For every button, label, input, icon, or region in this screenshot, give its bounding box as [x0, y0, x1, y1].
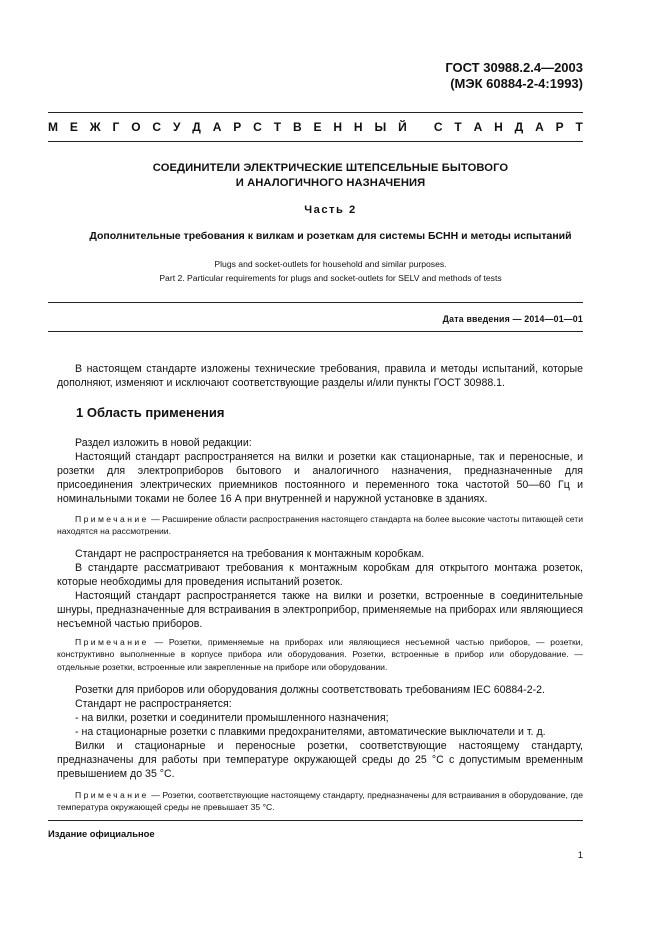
english-title-line-1: Plugs and socket-outlets for household and similar purposes.	[214, 259, 447, 269]
document-code	[445, 60, 583, 92]
title-line-1: СОЕДИНИТЕЛИ ЭЛЕКТРИЧЕСКИЕ ШТЕПСЕЛЬНЫЕ БЫТОВОГО	[152, 162, 509, 174]
date-bottom-rule	[48, 331, 583, 332]
iec-code: (МЭК 60884-2-4:1993)	[450, 76, 583, 91]
title-line-2: И АНАЛОГИЧНОГО НАЗНАЧЕНИЯ	[235, 177, 426, 189]
banner-letter: Ы	[374, 120, 387, 134]
english-title-line-2: Part 2. Particular requirements for plugs and socket-outlets for SELV and methods of tests	[159, 273, 502, 283]
banner-letter: М	[48, 120, 58, 134]
banner-letter	[419, 120, 422, 134]
gost-code: ГОСТ 30988.2.4—2003	[445, 60, 583, 75]
section1-block-3	[57, 683, 583, 781]
section1-block-1	[57, 436, 583, 506]
banner-letter: У	[172, 120, 181, 134]
banner-letter: Н	[333, 120, 343, 134]
footer-rule	[48, 820, 583, 821]
list-item: - на стационарные розетки с плавкими предохранителями, автоматические выключатели и т. д.	[75, 726, 546, 738]
banner-letter: Н	[353, 120, 363, 134]
document-title	[48, 161, 613, 191]
banner-letter: Й	[398, 120, 407, 134]
banner-letter: Е	[69, 120, 78, 134]
banner-letter: Ж	[89, 120, 101, 134]
official-edition-label: Издание официальное	[48, 828, 155, 839]
section1-block-2	[57, 547, 583, 631]
banner-letter: Т	[273, 120, 282, 134]
banner-letter: Е	[313, 120, 322, 134]
banner-letter: А	[535, 120, 544, 134]
banner-letter: С	[152, 120, 162, 134]
banner-letter: Т	[575, 120, 583, 134]
banner-letter: Д	[514, 120, 524, 134]
paragraph: Стандарт не распространяется на требования к монтажным коробкам.	[75, 548, 425, 560]
banner-letter: С	[433, 120, 443, 134]
banner-letter: О	[131, 120, 141, 134]
banner-letter: Г	[112, 120, 120, 134]
banner-rule	[48, 141, 583, 142]
note-text: — Розетки, соответствующие настоящему стандарту, предназначены для встраивания в оборудование, где температура окружающей среды не превышает 35 °С.	[57, 790, 583, 813]
intro-paragraph: В настоящем стандарте изложены технические требования, правила и методы испытаний, которые дополняют, изменяют и исключают соответствующие разделы и/или пункты ГОСТ 30988.1.	[57, 363, 583, 389]
banner-letter: Н	[494, 120, 503, 134]
banner-letter: Р	[233, 120, 242, 134]
banner-letter: А	[212, 120, 222, 134]
interstate-standard-banner	[48, 120, 583, 134]
section-heading: 1 Область применения	[76, 405, 225, 420]
paragraph: Раздел изложить в новой редакции:	[75, 437, 252, 449]
banner-letter: В	[292, 120, 302, 134]
paragraph: Розетки для приборов или оборудования должны соответствовать требованиям IEC 60884-2-2.	[75, 684, 545, 696]
page-number: 1	[577, 850, 583, 861]
note-label: Примечание	[75, 637, 149, 647]
date-top-rule	[48, 302, 583, 303]
note-label: Примечание	[75, 514, 149, 524]
note-1	[57, 513, 583, 538]
paragraph: В стандарте рассматривают требования к монтажным коробкам для открытого монтажа розеток, которые необходимы для проведения испытаний розеток.	[57, 562, 583, 588]
note-2	[57, 636, 583, 673]
paragraph: Настоящий стандарт распространяется на вилки и розетки как стационарные, так и переносные, и розетки для электроприборов бытового и аналогичного назначения, предназначенные для присоединения электрических приемников постоянного и переменного тока частотой 50—60 Гц и номинальными токами не более 16 А при внутренней и наружной установке в зданиях.	[57, 451, 583, 505]
note-3	[57, 789, 583, 814]
part-label: Часть 2	[304, 204, 357, 216]
note-text: — Розетки, применяемые на приборах или являющиеся несъемной частью приборов, — розетки, конструктивно выполненные в корпусе прибора или оборудования. Розетки, встроенные в прибор или оборудование. — отдельные розетки, встроенные или закрепленные на приборе или оборудовании.	[57, 637, 583, 672]
paragraph: Настоящий стандарт распространяется также на вилки и розетки, встроенные в соединительные шнуры, предназначенные для встраивания в электроприбор, применяемые на приборах или являющиеся несъемной частью приборов.	[57, 590, 583, 630]
introduction-date: Дата введения — 2014—01—01	[442, 314, 583, 324]
banner-letter: Р	[555, 120, 564, 134]
banner-letter: А	[473, 120, 483, 134]
document-subtitle: Дополнительные требования к вилкам и розеткам для системы БСНН и методы испытаний	[89, 230, 572, 242]
note-text: — Расширение области распространения настоящего стандарта на более высокие частоты питающей сети находятся на рассмотрении.	[57, 514, 583, 537]
note-label: Примечание	[75, 790, 149, 800]
paragraph: Вилки и стационарные и переносные розетки, соответствующие настоящему стандарту, предназначены для работы при температуре окружающей среды до 25 °С с допустимым временным превышением до 35 °С.	[57, 740, 583, 780]
list-item: - на вилки, розетки и соединители промышленного назначения;	[75, 712, 389, 724]
top-rule	[48, 112, 583, 113]
banner-letter: Т	[454, 120, 462, 134]
banner-letter: Д	[192, 120, 201, 134]
english-title	[48, 257, 613, 285]
paragraph: Стандарт не распространяется:	[75, 698, 232, 710]
banner-letter: С	[253, 120, 262, 134]
